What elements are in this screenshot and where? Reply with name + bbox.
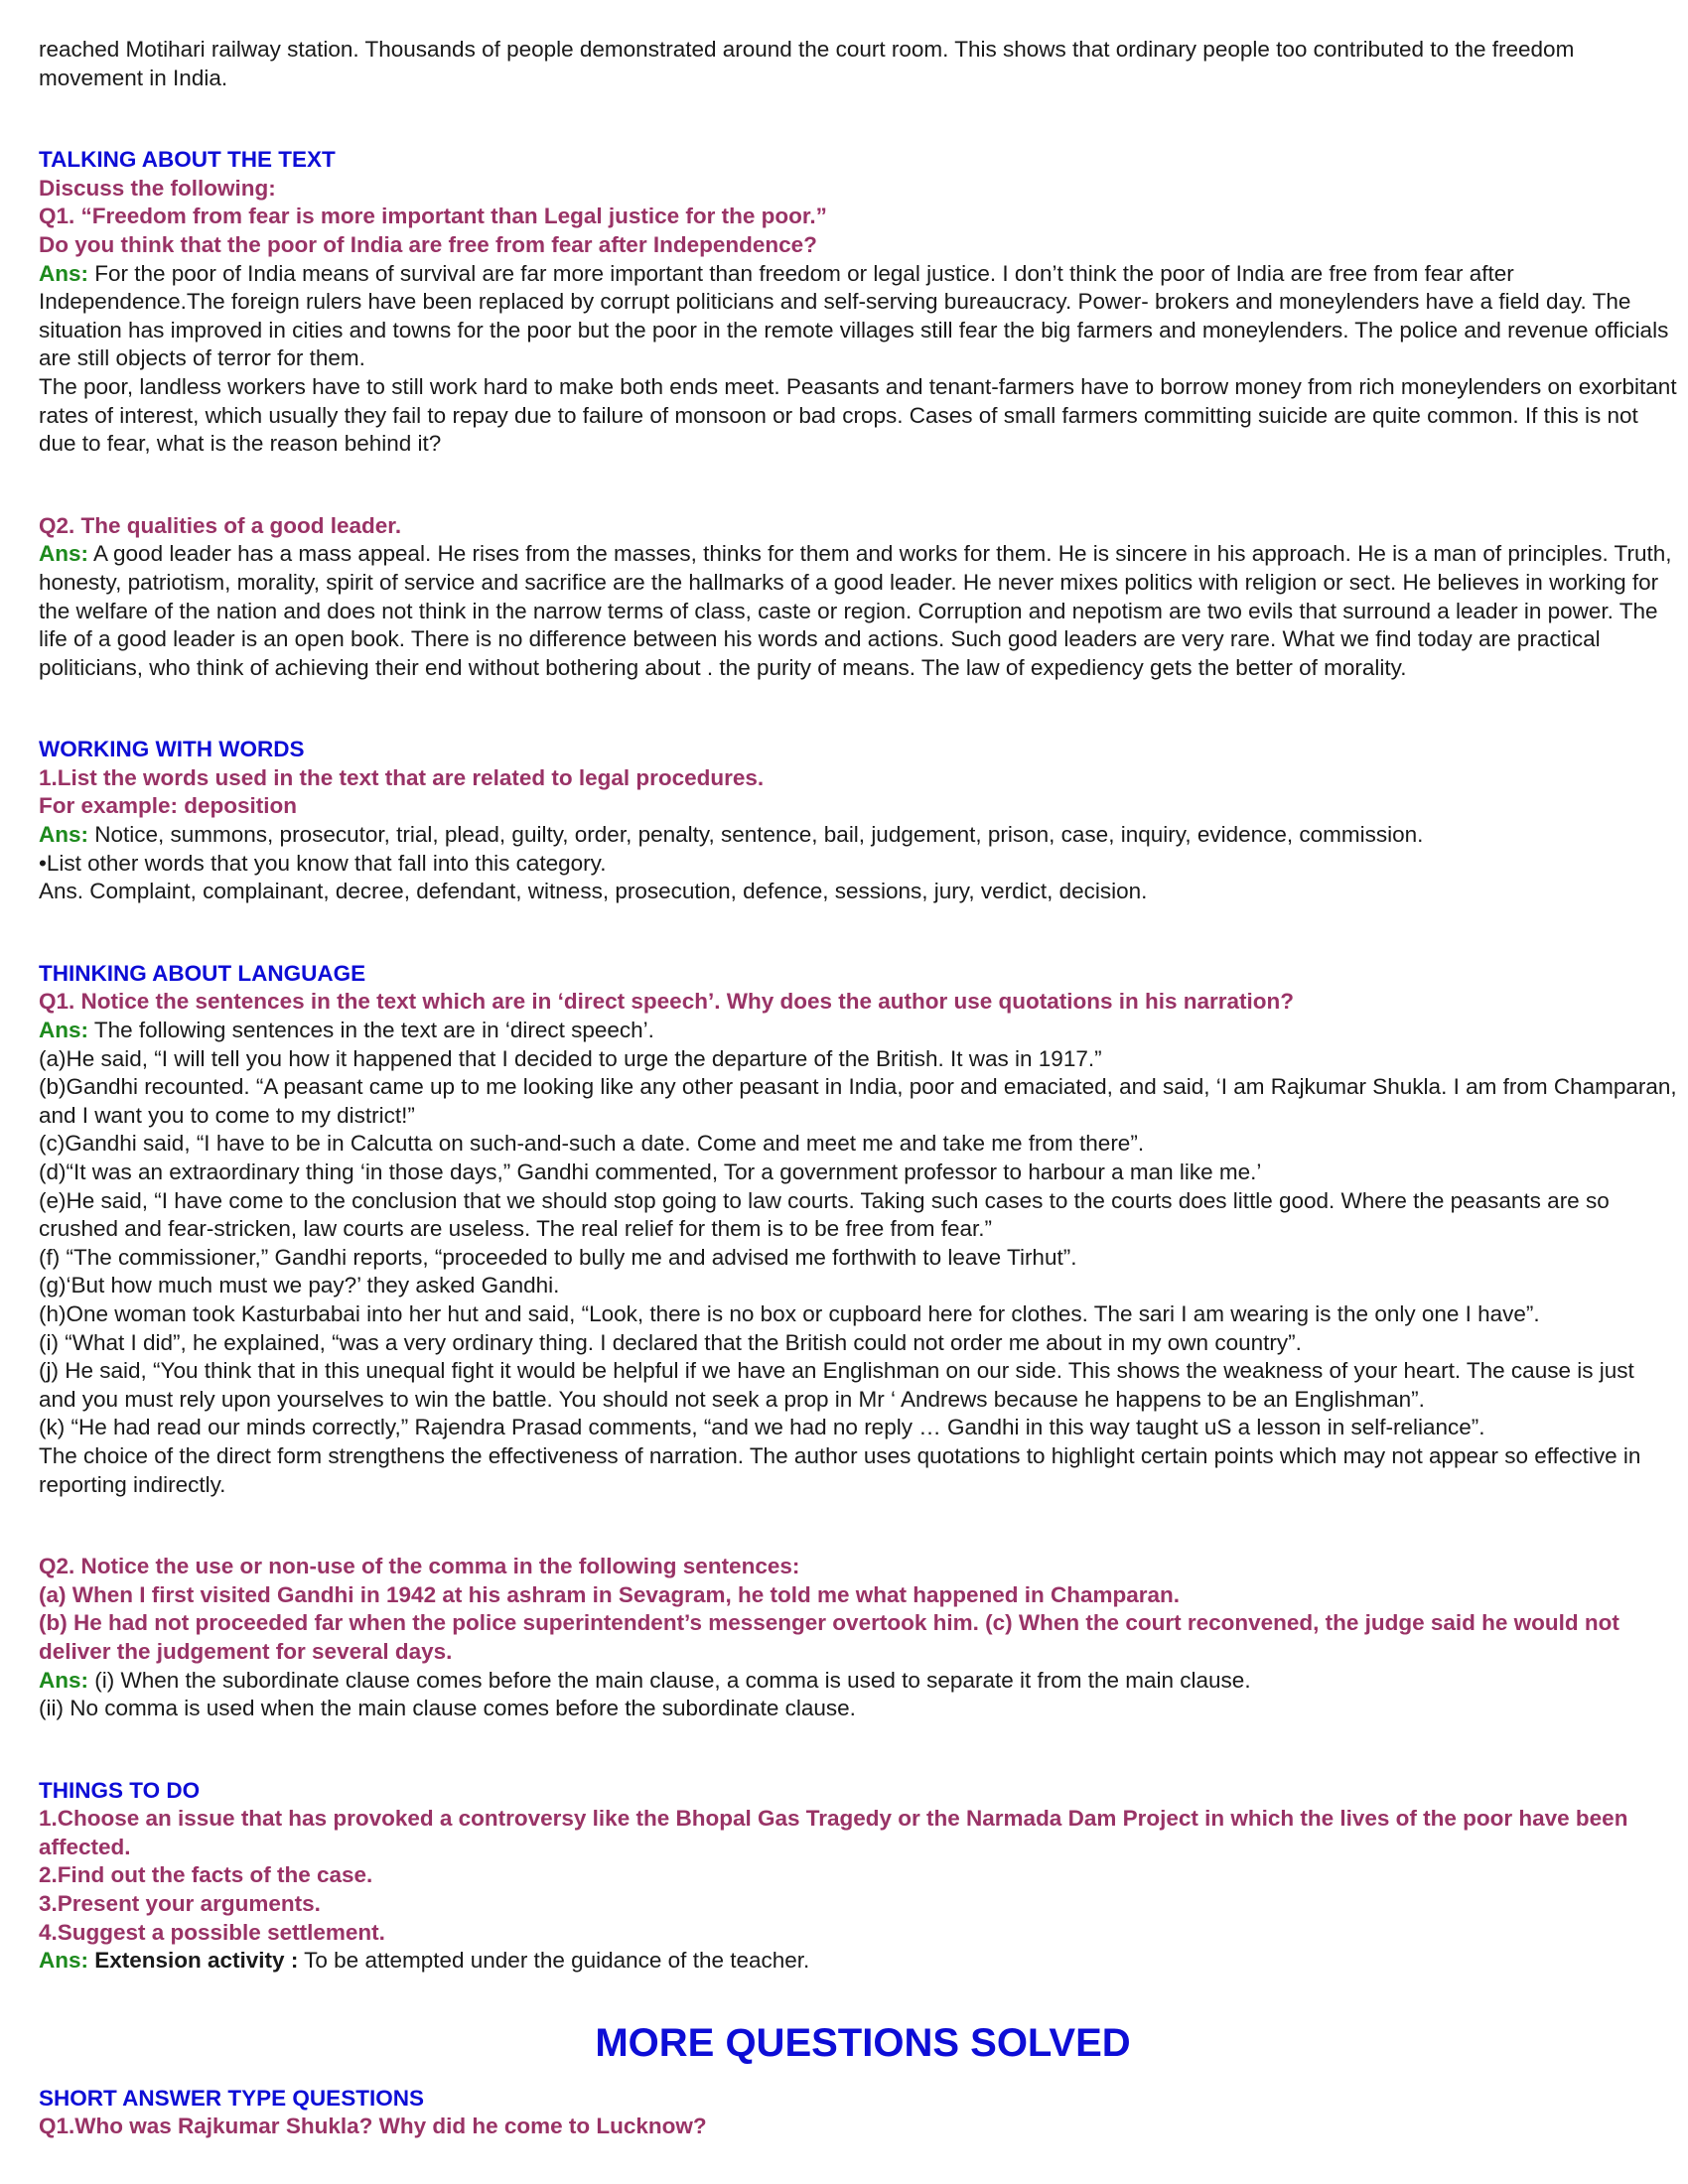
things-answer: [39, 1947, 1677, 1976]
talking-q1-sub: Do you think that the poor of India are free from fear after Independence?: [39, 231, 817, 257]
language-heading: THINKING ABOUT LANGUAGE: [39, 960, 366, 986]
answer-text: The following sentences in the text are in ‘direct speech’.: [88, 1018, 654, 1043]
language-q2: Q2. Notice the use or non-use of the comma in the following sentences:: [39, 1554, 800, 1579]
ans-label: Ans:: [39, 541, 88, 567]
speech-conclusion: The choice of the direct form strengthens the effectiveness of narration. The author uses quotations to highlight certain points which may not appear so effective in reporting indirectly.: [39, 1442, 1641, 1497]
more-questions-title: MORE QUESTIONS SOLVED: [595, 2020, 1131, 2065]
words-a1: [39, 821, 1677, 850]
more-q1: Q1.Who was Rajkumar Shukla? Why did he come to Lucknow?: [39, 2114, 707, 2139]
words-q1: 1.List the words used in the text that are related to legal procedures.: [39, 764, 765, 790]
speech-item: (f) “The commissioner,” Gandhi reports, “proceeded to bully me and advised me forthwith to leave Tirhut”.: [39, 1244, 1077, 1270]
speech-item: (b)Gandhi recounted. “A peasant came up to me looking like any other peasant in India, poor and emaciated, and said, ‘I am Rajkumar Shukla. I am from Champaran, and I want you to come to my district!”: [39, 1074, 1677, 1128]
speech-item: (i) “What I did”, he explained, “was a very ordinary thing. I declared that the British could not order me about in my own country”.: [39, 1329, 1302, 1355]
language-a2: [39, 1667, 1677, 1696]
talking-a2: [39, 540, 1677, 682]
answer-text: A good leader has a mass appeal. He rises from the masses, thinks for them and works for them. He is sincere in his approach. He is a man of principles. Truth, honesty, patriotism, morality, spirit of service and sacrifice are the hallmarks of a good leader. He never mixes politics with religion or sect. He believes in working for the welfare of the nation and does not think in the narrow terms of class, caste or region. Corruption and nepotism are two evils that surround a leader in power. The life of a good leader is an open book. There is no difference between his words and actions. Such good leaders are very rare. What we find today are practical politicians, who think of achieving their end without bothering about . the purity of means. The law of expediency gets the better of morality.: [39, 541, 1672, 680]
words-line2: •List other words that you know that fall into this category.: [39, 850, 607, 876]
speech-item: (k) “He had read our minds correctly,” Rajendra Prasad comments, “and we had no reply … Gandhi in this way taught uS a lesson in self-reliance”.: [39, 1415, 1485, 1440]
things-item: 4.Suggest a possible settlement.: [39, 1919, 385, 1945]
discuss-label: Discuss the following:: [39, 175, 276, 201]
talking-a1: [39, 260, 1677, 373]
language-a1: [39, 1017, 1677, 1045]
things-item: 2.Find out the facts of the case.: [39, 1862, 373, 1888]
words-heading: WORKING WITH WORDS: [39, 737, 305, 762]
language-q1: Q1. Notice the sentences in the text which are in ‘direct speech’. Why does the author use quotations in his narration?: [39, 989, 1294, 1015]
things-item: 3.Present your arguments.: [39, 1891, 321, 1917]
words-example: For example: deposition: [39, 793, 298, 819]
speech-item: (e)He said, “I have come to the conclusion that we should stop going to law courts. Taking such cases to the courts does little good. Where the peasants are so crushed and fear-stricken, law courts are useless. The real relief for them is to be free from fear.”: [39, 1187, 1610, 1242]
ans-label: Ans:: [39, 1018, 88, 1043]
ans-label: Ans:: [39, 1948, 88, 1974]
document-page: [39, 36, 1677, 2141]
talking-q1: Q1. “Freedom from fear is more important than Legal justice for the poor.”: [39, 204, 827, 229]
language-q2-b: (b) He had not proceeded far when the police superintendent’s messenger overtook him. (c) When the court reconvened, the judge said he would not deliver the judgement for several days.: [39, 1610, 1619, 1664]
talking-a1-continued: The poor, landless workers have to still work hard to make both ends meet. Peasants and tenant-farmers have to borrow money from rich moneylenders on exorbitant rates of interest, which usually they fail to repay due to failure of monsoon or bad crops. Cases of small farmers committing suicide are quite common. If this is not due to fear, what is the reason behind it?: [39, 373, 1677, 457]
things-heading: THINGS TO DO: [39, 1777, 201, 1803]
language-a2-continued: (ii) No comma is used when the main clause comes before the subordinate clause.: [39, 1696, 856, 1721]
ans-label: Ans:: [39, 822, 88, 848]
talking-heading: TALKING ABOUT THE TEXT: [39, 147, 336, 173]
things-item: 1.Choose an issue that has provoked a controversy like the Bhopal Gas Tragedy or the Narmada Dam Project in which the lives of the poor have been affected.: [39, 1806, 1628, 1859]
extension-label: Extension activity :: [88, 1948, 299, 1974]
speech-item: (h)One woman took Kasturbabai into her hut and said, “Look, there is no box or cupboard here for clothes. The sari I am wearing is the only one I have”.: [39, 1300, 1540, 1326]
answer-text: Notice, summons, prosecutor, trial, plead, guilty, order, penalty, sentence, bail, judgement, prison, case, inquiry, evidence, commission.: [88, 822, 1424, 848]
words-line3: Ans. Complaint, complainant, decree, defendant, witness, prosecution, defence, sessions, jury, verdict, decision.: [39, 879, 1148, 904]
speech-item: (c)Gandhi said, “I have to be in Calcutta on such-and-such a date. Come and meet me and take me from there”.: [39, 1131, 1145, 1157]
speech-item: (g)‘But how much must we pay?’ they asked Gandhi.: [39, 1273, 560, 1298]
talking-q2: Q2. The qualities of a good leader.: [39, 512, 402, 538]
speech-item: (d)“It was an extraordinary thing ‘in those days,” Gandhi commented, Tor a government professor to harbour a man like me.’: [39, 1160, 1262, 1184]
language-q2-a: (a) When I first visited Gandhi in 1942 at his ashram in Sevagram, he told me what happened in Champaran.: [39, 1581, 1181, 1607]
short-answer-heading: SHORT ANSWER TYPE QUESTIONS: [39, 2085, 424, 2111]
intro-paragraph: reached Motihari railway station. Thousands of people demonstrated around the court room. This shows that ordinary people too contributed to the freedom movement in India.: [39, 37, 1575, 90]
answer-text: (i) When the subordinate clause comes before the main clause, a comma is used to separate it from the main clause.: [88, 1667, 1251, 1693]
answer-text: For the poor of India means of survival are far more important than freedom or legal justice. I don’t think the poor of India are free from fear after Independence.The foreign rulers have been replaced by corrupt politicians and self-serving bureaucracy. Power- brokers and moneylenders have a field day. The situation has improved in cities and towns for the poor but the poor in the remote villages still fear the big farmers and moneylenders. The police and revenue officials are still objects of terror for them.: [39, 260, 1669, 371]
speech-item: (j) He said, “You think that in this unequal fight it would be helpful if we have an Englishman on our side. This shows the weakness of your heart. The cause is just and you must rely upon yourselves to win the battle. You should not seek a prop in Mr ‘ Andrews because he happens to be an Englishman”.: [39, 1358, 1634, 1412]
ans-label: Ans:: [39, 260, 88, 286]
speech-item: (a)He said, “I will tell you how it happened that I decided to urge the departure of the British. It was in 1917.”: [39, 1045, 1102, 1071]
ans-label: Ans:: [39, 1667, 88, 1693]
extension-text: To be attempted under the guidance of the teacher.: [298, 1948, 810, 1974]
